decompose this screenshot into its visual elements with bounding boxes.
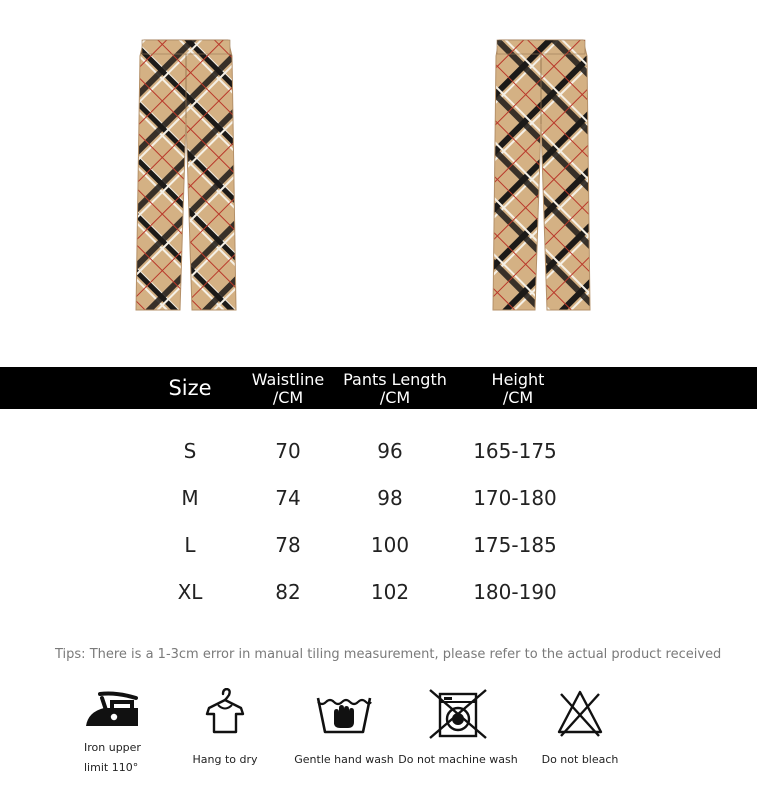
cell-size: M <box>181 486 199 510</box>
header-pants-length <box>336 371 454 407</box>
cell-waistline: 70 <box>275 439 301 463</box>
cell-waistline: 82 <box>275 580 301 604</box>
cell-pants-length: 102 <box>370 580 410 604</box>
cell-height: 180-190 <box>473 580 557 604</box>
header-waistline-label: Waistline <box>251 370 325 389</box>
cell-size: L <box>184 533 196 557</box>
care-iron <box>70 688 154 778</box>
care-iron-label-line2: limit 110° <box>84 761 139 774</box>
cell-size: S <box>183 439 197 463</box>
care-hand-wash-label: Gentle hand wash <box>294 753 394 766</box>
cell-size: XL <box>177 580 203 604</box>
header-height <box>468 371 568 407</box>
cell-waistline: 78 <box>275 533 301 557</box>
table-row <box>0 577 757 607</box>
hand-wash-icon <box>315 688 373 738</box>
care-iron-label-line1: Iron upper <box>84 741 141 754</box>
care-hand-wash <box>292 688 396 770</box>
hanger-shirt-icon <box>203 688 247 738</box>
cell-pants-length: 100 <box>370 533 410 557</box>
front-view-image <box>134 38 238 314</box>
header-pants-length-label: Pants Length <box>343 370 447 389</box>
no-bleach-icon <box>555 688 605 738</box>
cell-pants-length: 96 <box>377 439 403 463</box>
measurement-tips: Tips: There is a 1-3cm error in manual tiling measurement, please refer to the actual product received <box>55 647 722 662</box>
care-no-machine-wash-label: Do not machine wash <box>398 753 518 766</box>
header-pants-length-unit: /CM <box>379 388 411 407</box>
header-height-label: Height <box>491 370 545 389</box>
size-table-header <box>0 367 757 409</box>
care-no-bleach <box>535 688 625 770</box>
care-hang-dry <box>182 688 268 770</box>
back-view-image <box>491 38 591 314</box>
care-no-machine-wash <box>398 688 518 770</box>
table-row <box>0 436 757 466</box>
cell-height: 170-180 <box>473 486 557 510</box>
care-no-bleach-label: Do not bleach <box>541 753 619 766</box>
cell-pants-length: 98 <box>377 486 403 510</box>
header-waistline-unit: /CM <box>272 388 304 407</box>
cell-waistline: 74 <box>275 486 301 510</box>
header-height-unit: /CM <box>502 388 534 407</box>
cell-height: 165-175 <box>473 439 557 463</box>
header-waistline <box>243 371 333 407</box>
care-hang-dry-label: Hang to dry <box>192 753 258 766</box>
table-row <box>0 530 757 560</box>
iron-icon <box>82 688 142 732</box>
cell-height: 175-185 <box>473 533 557 557</box>
no-machine-wash-icon <box>428 688 488 740</box>
table-row <box>0 483 757 513</box>
header-size: Size <box>168 376 212 400</box>
